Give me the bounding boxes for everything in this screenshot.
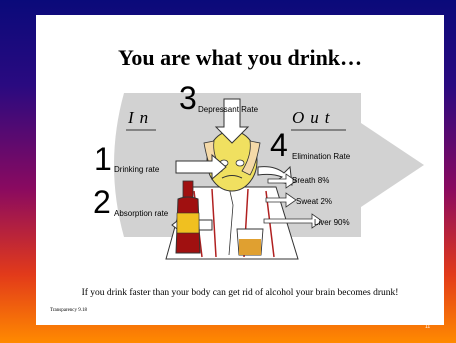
slide-page [36,15,444,325]
step-2-number: 2 [93,184,111,220]
slide-caption: If you drink faster than your body can get rid of alcohol your brain becomes drunk! [81,288,399,298]
step-1-number: 1 [94,141,112,177]
output-liver: Liver 90% [314,218,350,227]
step-3-label: Depressant Rate [198,105,259,114]
transparency-label: Transparency 9.18 [50,308,88,313]
step-1-label: Drinking rate [114,165,160,174]
out-label: Out [292,108,336,127]
in-label: In [128,108,155,127]
page-number: 11 [425,324,431,330]
output-breath: Breath 8% [292,176,330,185]
output-sweat: Sweat 2% [296,197,333,206]
slide-title: You are what you drink… [117,45,363,70]
step-4-label: Elimination Rate [292,152,351,161]
step-3-number: 3 [179,80,197,116]
step-2-label: Absorption rate [114,209,169,218]
whisky-glass-icon [237,229,263,255]
step-4-number: 4 [270,127,288,163]
